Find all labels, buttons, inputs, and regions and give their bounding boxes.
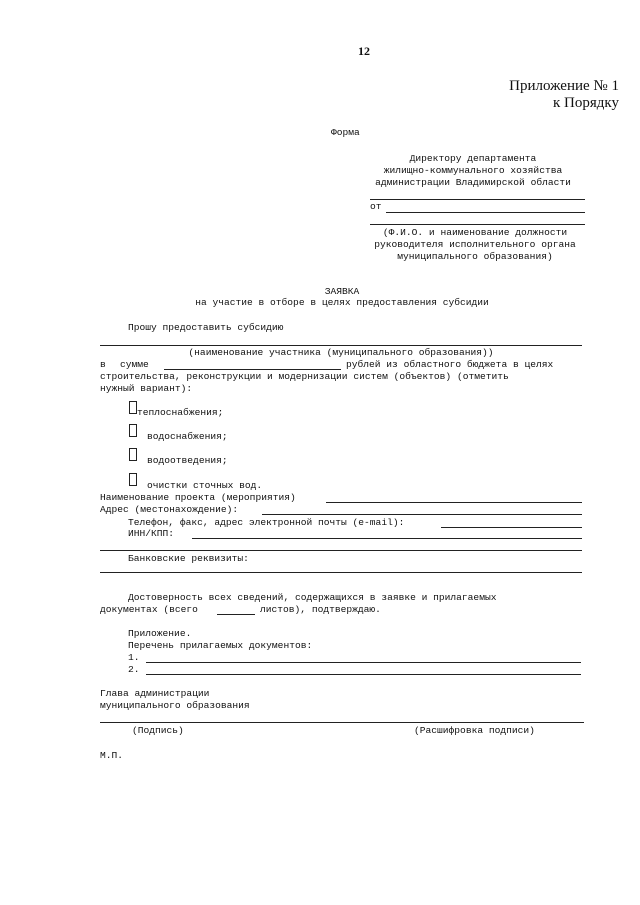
checkbox-water-supply[interactable] [129,424,137,437]
project-name-label: Наименование проекта (мероприятия) [100,492,296,503]
address-label: Адрес (местонахождение): [100,504,239,515]
amount-line-3: нужный вариант): [100,383,193,394]
signer-caption-2: руководителя исполнительного органа [374,239,576,250]
document-subtitle: на участие в отборе в целях предоставления субсидии [195,297,489,308]
contacts-line[interactable] [441,527,582,528]
inn-kpp-label: ИНН/КПП: [128,528,175,539]
attachment-list-label: Перечень прилагаемых документов: [128,640,313,651]
head-title-line-2: муниципального образования [100,700,250,711]
signer-caption-1: (Ф.И.О. и наименование должности [382,227,568,238]
attachment-heading: Приложение. [128,628,192,639]
sheet-count-line[interactable] [217,614,255,615]
addressee-blank-line [370,199,585,200]
signature-caption: (Подпись) [132,725,184,736]
amount-blank-line [164,369,341,370]
attachment-item-1-label: 1. [128,652,140,663]
head-title-line-1: Глава администрации [100,688,210,699]
checkbox-heat-supply[interactable] [129,401,137,414]
signature-line[interactable] [100,722,584,723]
form-label: Форма [331,127,360,138]
inn-kpp-extra-line[interactable] [100,550,582,551]
signer-caption-3: муниципального образования) [397,251,553,262]
addressee-line-1: Директору департамента [409,153,537,164]
page-number: 12 [358,44,370,58]
address-line[interactable] [262,514,582,515]
amount-word-2: сумме [120,359,149,370]
bank-details-label: Банковские реквизиты: [128,553,249,564]
amount-word-1: в [100,359,106,370]
confirmation-line-2b: листов), подтверждаю. [260,604,381,615]
from-blank-line-2 [370,224,585,225]
appendix-subtitle: к Порядку [553,95,619,111]
addressee-line-2: жилищно-коммунального хозяйства [383,165,563,176]
request-intro: Прошу предоставить субсидию [128,322,284,333]
bank-details-line[interactable] [100,572,582,573]
from-blank-line [386,212,585,213]
checkbox-water-disposal[interactable] [129,448,137,461]
option-heat-supply: теплоснабжения; [137,407,224,418]
inn-kpp-line[interactable] [192,538,582,539]
appendix-title: Приложение № 1 [509,78,619,94]
confirmation-line-1: Достоверность всех сведений, содержащихся в заявке и прилагаемых [128,592,497,603]
signature-decode-caption: (Расшифровка подписи) [414,725,535,736]
checkbox-wastewater-treatment[interactable] [129,473,137,486]
stamp-place-label: М.П. [100,750,124,761]
amount-line-2: строительства, реконструкции и модернизации систем (объектов) (отметить [100,371,509,382]
participant-caption: (наименование участника (муниципального образования)) [188,347,494,358]
attachment-item-2-label: 2. [128,664,140,675]
option-wastewater-treatment: очистки сточных вод. [147,480,263,491]
confirmation-line-2a: документах (всего [100,604,198,615]
addressee-line-3: администрации Владимирской области [375,177,571,188]
project-name-line[interactable] [326,502,582,503]
document-title: ЗАЯВКА [324,286,360,297]
from-label: от [370,201,382,212]
amount-rest: рублей из областного бюджета в целях [346,359,554,370]
attachment-item-1-line[interactable] [146,662,581,663]
option-water-disposal: водоотведения; [147,455,228,466]
option-water-supply: водоснабжения; [147,431,228,442]
participant-blank-line [100,345,582,346]
attachment-item-2-line[interactable] [146,674,581,675]
contacts-label: Телефон, факс, адрес электронной почты (e-mail): [128,517,405,528]
